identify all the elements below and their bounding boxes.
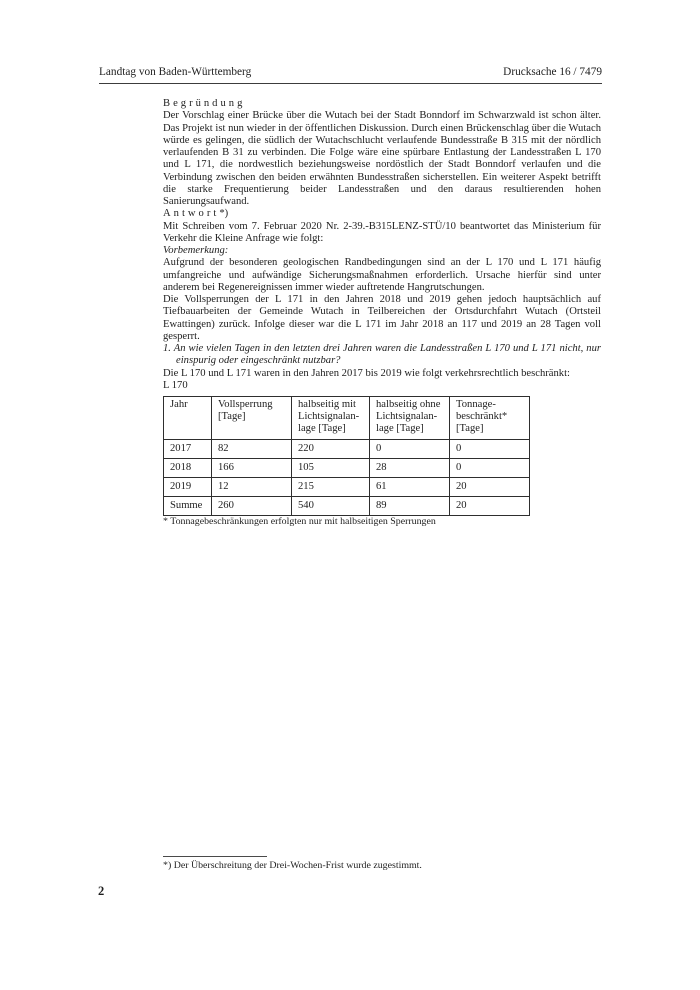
table-header-cell: Tonnage-beschränkt* [Tage] bbox=[450, 397, 530, 440]
answer-1-intro: Die L 170 und L 171 waren in den Jahren 2017 bis 2019 wie folgt verkehrsrechtlich beschränkt: bbox=[163, 367, 570, 379]
table-cell: 166 bbox=[212, 458, 292, 477]
table-cell: 220 bbox=[292, 439, 370, 458]
antwort-intro-paragraph: Mit Schreiben vom 7. Februar 2020 Nr. 2-39.-B315LENZ-STÜ/10 beantwortet das Ministerium für Verkehr die Kleine Anfrage wie folgt: bbox=[163, 220, 601, 244]
table-cell: 105 bbox=[292, 458, 370, 477]
antwort-footnote-marker: *) bbox=[219, 208, 229, 220]
vorbemerkung-label: Vorbemerkung: bbox=[163, 245, 229, 256]
table-caption-l170: L 170 bbox=[163, 379, 188, 391]
begruendung-heading: Begründung bbox=[163, 98, 246, 109]
table-cell: 2019 bbox=[164, 478, 212, 497]
antwort-heading bbox=[163, 208, 601, 220]
page-number: 2 bbox=[98, 884, 105, 898]
antwort-heading-text: Antwort bbox=[163, 208, 220, 220]
table-row bbox=[164, 497, 530, 516]
header-document-number: Drucksache 16 / 7479 bbox=[503, 66, 602, 78]
running-header bbox=[99, 66, 602, 84]
table-row bbox=[164, 458, 530, 477]
table-cell: 82 bbox=[212, 439, 292, 458]
table-cell: 2018 bbox=[164, 458, 212, 477]
table-row bbox=[164, 478, 530, 497]
table-header-cell: Jahr bbox=[164, 397, 212, 440]
answer-footnote: *) Der Überschreitung der Drei-Wochen-Frist wurde zugestimmt. bbox=[163, 860, 422, 871]
table-cell: 0 bbox=[450, 458, 530, 477]
table-cell: 0 bbox=[370, 439, 450, 458]
vorbemerkung-paragraph-2: Die Vollsperrungen der L 171 in den Jahren 2018 und 2019 gehen jedoch hauptsächlich auf Tiefbauarbeiten der Gemeinde Wutach in Teilbereichen der Ortsdurchfahrt Wutach (Ortsteil Ewattingen) zurück. Infolge dieser war die L 171 im Jahr 2018 an 117 und 2019 an 28 Tagen voll gesperrt. bbox=[163, 294, 601, 342]
vorbemerkung-paragraph-1: Aufgrund der besonderen geologischen Randbedingungen sind an der L 170 und L 171 häufig umfangreiche und aufwändige Sicherungsmaßnahmen erforderlich. Ursache hierfür sind unter anderem bei Regenereignissen immer wieder auftretende Hangrutschungen. bbox=[163, 257, 601, 293]
table-row bbox=[164, 439, 530, 458]
begruendung-paragraph: Der Vorschlag einer Brücke über die Wutach bei der Stadt Bonndorf im Schwarzwald ist schon älter. Das Projekt ist nun wieder in der öffentlichen Diskussion. Durch einen Brückenschlag über die Wutach würde es gelingen, die südlich der Wutachschlucht verlaufende Bundesstraße B 315 mit der nördlich verlaufenden B 31 zu verbinden. Die Folge wäre eine spürbare Entlastung der Landesstraßen L 170 und L 171, die nordwestlich beziehungsweise nordöstlich der Stadt Bonndorf verlaufen und die Verbindung zwischen den beiden erwähnten Bundesstraßen sicherstellen. Ein weiterer Aspekt betrifft die starke Frequentierung beider Landesstraßen und den daraus resultierenden hohen Sanierungsaufwand. bbox=[163, 110, 601, 207]
table-cell: 61 bbox=[370, 478, 450, 497]
table-header-cell: halbseitig ohne Lichtsignalan-lage [Tage] bbox=[370, 397, 450, 440]
table-cell: 540 bbox=[292, 497, 370, 516]
table-cell: 20 bbox=[450, 478, 530, 497]
table-cell: 89 bbox=[370, 497, 450, 516]
l170-table bbox=[163, 396, 530, 516]
table-footnote: * Tonnagebeschränkungen erfolgten nur mit halbseitigen Sperrungen bbox=[163, 516, 436, 528]
footnote-separator bbox=[163, 856, 267, 857]
table-header-row bbox=[164, 397, 530, 440]
table-header-cell: halbseitig mit Lichtsignalan-lage [Tage] bbox=[292, 397, 370, 440]
question-1: 1. An wie vielen Tagen in den letzten drei Jahren waren die Landesstraßen L 170 und L 171 nicht, nur einspurig oder eingeschränkt nutzbar? bbox=[163, 343, 601, 367]
body-column bbox=[163, 98, 601, 529]
table-cell: Summe bbox=[164, 497, 212, 516]
table-cell: 28 bbox=[370, 458, 450, 477]
table-cell: 215 bbox=[292, 478, 370, 497]
table-cell: 260 bbox=[212, 497, 292, 516]
header-publisher: Landtag von Baden-Württemberg bbox=[99, 66, 252, 78]
table-cell: 12 bbox=[212, 478, 292, 497]
table-header-cell: Vollsperrung [Tage] bbox=[212, 397, 292, 440]
table-cell: 20 bbox=[450, 497, 530, 516]
table-cell: 0 bbox=[450, 439, 530, 458]
table-cell: 2017 bbox=[164, 439, 212, 458]
